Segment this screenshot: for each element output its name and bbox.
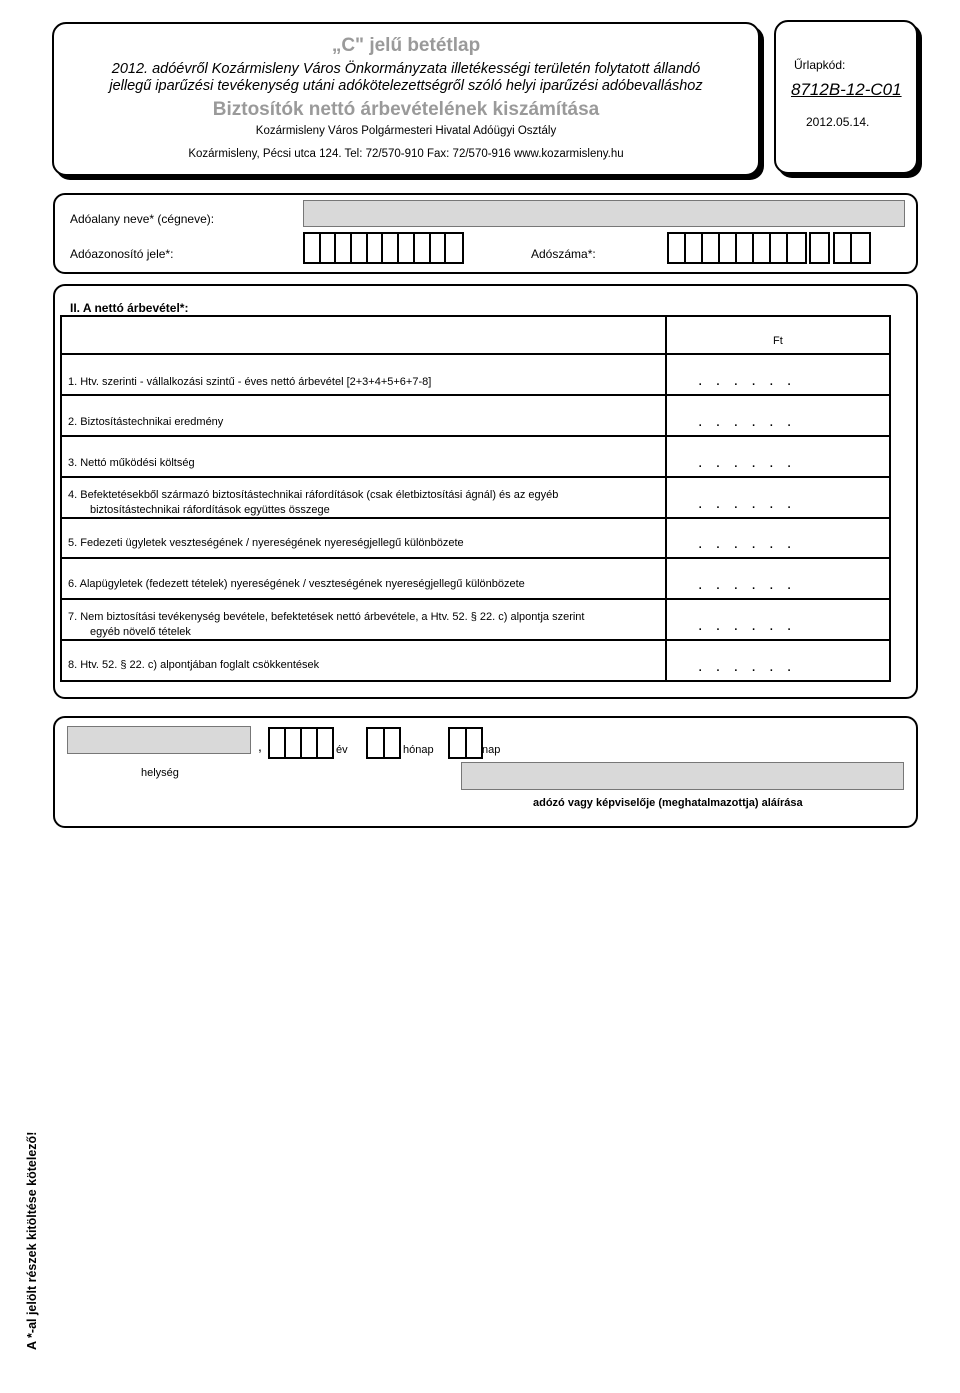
place-field[interactable] xyxy=(67,726,251,754)
row-separator xyxy=(60,353,891,355)
revenue-row-8-amount[interactable]: . . . . . . xyxy=(698,658,792,675)
revenue-row-1-amount[interactable]: . . . . . . xyxy=(698,372,792,389)
revenue-row-2-amount[interactable]: . . . . . . xyxy=(698,413,792,430)
revenue-row-5-text: 5. Fedezeti ügyletek veszteségének / nyereségének nyereségjellegű különbözete xyxy=(68,537,464,549)
month-label: hónap xyxy=(403,744,434,756)
office-address: Kozármisleny, Pécsi utca 124. Tel: 72/570-910 Fax: 72/570-916 www.kozarmisleny.hu xyxy=(188,148,624,160)
form-date: 2012.05.14. xyxy=(806,115,870,129)
revenue-row-7-amount[interactable]: . . . . . . xyxy=(698,617,792,634)
revenue-row-4-text-cont: biztosítástechnikai ráfordítások együttes összege xyxy=(90,504,330,516)
month-field[interactable] xyxy=(366,727,401,759)
revenue-row-2-text: 2. Biztosítástechnikai eredmény xyxy=(68,416,224,428)
row-separator xyxy=(60,394,891,396)
tax-number-label: Adószáma*: xyxy=(531,247,596,261)
revenue-row-8-text: 8. Htv. 52. § 22. c) alpontjában foglalt csökkentések xyxy=(68,659,320,671)
taxpayer-name-label: Adóalany neve* (cégneve): xyxy=(70,212,215,226)
form-code-box xyxy=(774,20,918,174)
header-box xyxy=(52,22,760,176)
mandatory-fields-note: A *-al jelölt részek kitöltése kötelező! xyxy=(25,1131,39,1350)
tax-id-label: Adóazonosító jele*: xyxy=(70,247,174,261)
tax-number-field-county[interactable] xyxy=(833,232,871,264)
place-date-comma: , xyxy=(258,738,262,754)
form-subtitle-line2: jellegű iparűzési tevékenység utáni adókötelezettségről szóló helyi iparűzési adóbevalláshoz xyxy=(109,78,703,94)
amount-column-divider xyxy=(665,315,667,680)
revenue-row-3-text: 3. Nettó működési költség xyxy=(68,457,195,469)
revenue-row-4-text: 4. Befektetésekből származó biztosítástechnikai ráfordítások (csak életbiztosítási ágnál) és az egyéb xyxy=(68,489,559,501)
revenue-row-1-text: 1. Htv. szerinti - vállalkozási szintű - éves nettó árbevétel [2+3+4+5+6+7-8] xyxy=(68,376,432,388)
revenue-section-title: II. A nettó árbevétel*: xyxy=(70,301,189,315)
currency-label: Ft xyxy=(773,335,783,347)
year-label: év xyxy=(336,744,348,756)
day-label: nap xyxy=(482,744,501,756)
place-label: helység xyxy=(141,767,179,779)
taxpayer-name-field[interactable] xyxy=(303,200,905,227)
revenue-row-3-amount[interactable]: . . . . . . xyxy=(698,454,792,471)
revenue-row-6-amount[interactable]: . . . . . . xyxy=(698,576,792,593)
revenue-row-7-text: 7. Nem biztosítási tevékenység bevétele, befektetések nettó árbevétele, a Htv. 52. § 22. c) alpontja szerint xyxy=(68,611,585,623)
form-code-label: Űrlapkód: xyxy=(794,58,846,72)
form-code: 8712B-12-C01 xyxy=(791,80,902,99)
year-field[interactable] xyxy=(268,727,334,759)
tax-id-field[interactable] xyxy=(303,232,464,264)
tax-number-field-vat[interactable] xyxy=(809,232,830,264)
revenue-row-5-amount[interactable]: . . . . . . xyxy=(698,535,792,552)
row-separator xyxy=(60,476,891,478)
form-title: „C" jelű betétlap xyxy=(331,35,481,56)
day-field[interactable] xyxy=(448,727,483,759)
revenue-row-6-text: 6. Alapügyletek (fedezett tételek) nyereségének / veszteségének nyereségjellegű különbözete xyxy=(68,578,525,590)
calculation-title: Biztosítók nettó árbevételének kiszámítása xyxy=(212,99,600,120)
form-subtitle-line1: 2012. adóévről Kozármisleny Város Önkormányzata illetékességi területén folytatott állandó xyxy=(111,61,701,77)
tax-number-field-main[interactable] xyxy=(667,232,807,264)
row-separator xyxy=(60,639,891,641)
signature-label: adózó vagy képviselője (meghatalmazottja) aláírása xyxy=(533,797,803,809)
row-separator xyxy=(60,680,891,682)
row-separator xyxy=(60,517,891,519)
revenue-row-4-amount[interactable]: . . . . . . xyxy=(698,495,792,512)
row-separator xyxy=(60,435,891,437)
office-name: Kozármisleny Város Polgármesteri Hivatal Adóügyi Osztály xyxy=(255,125,557,137)
signature-field[interactable] xyxy=(461,762,904,790)
row-separator xyxy=(60,557,891,559)
row-separator xyxy=(60,598,891,600)
revenue-row-7-text-cont: egyéb növelő tételek xyxy=(90,626,191,638)
